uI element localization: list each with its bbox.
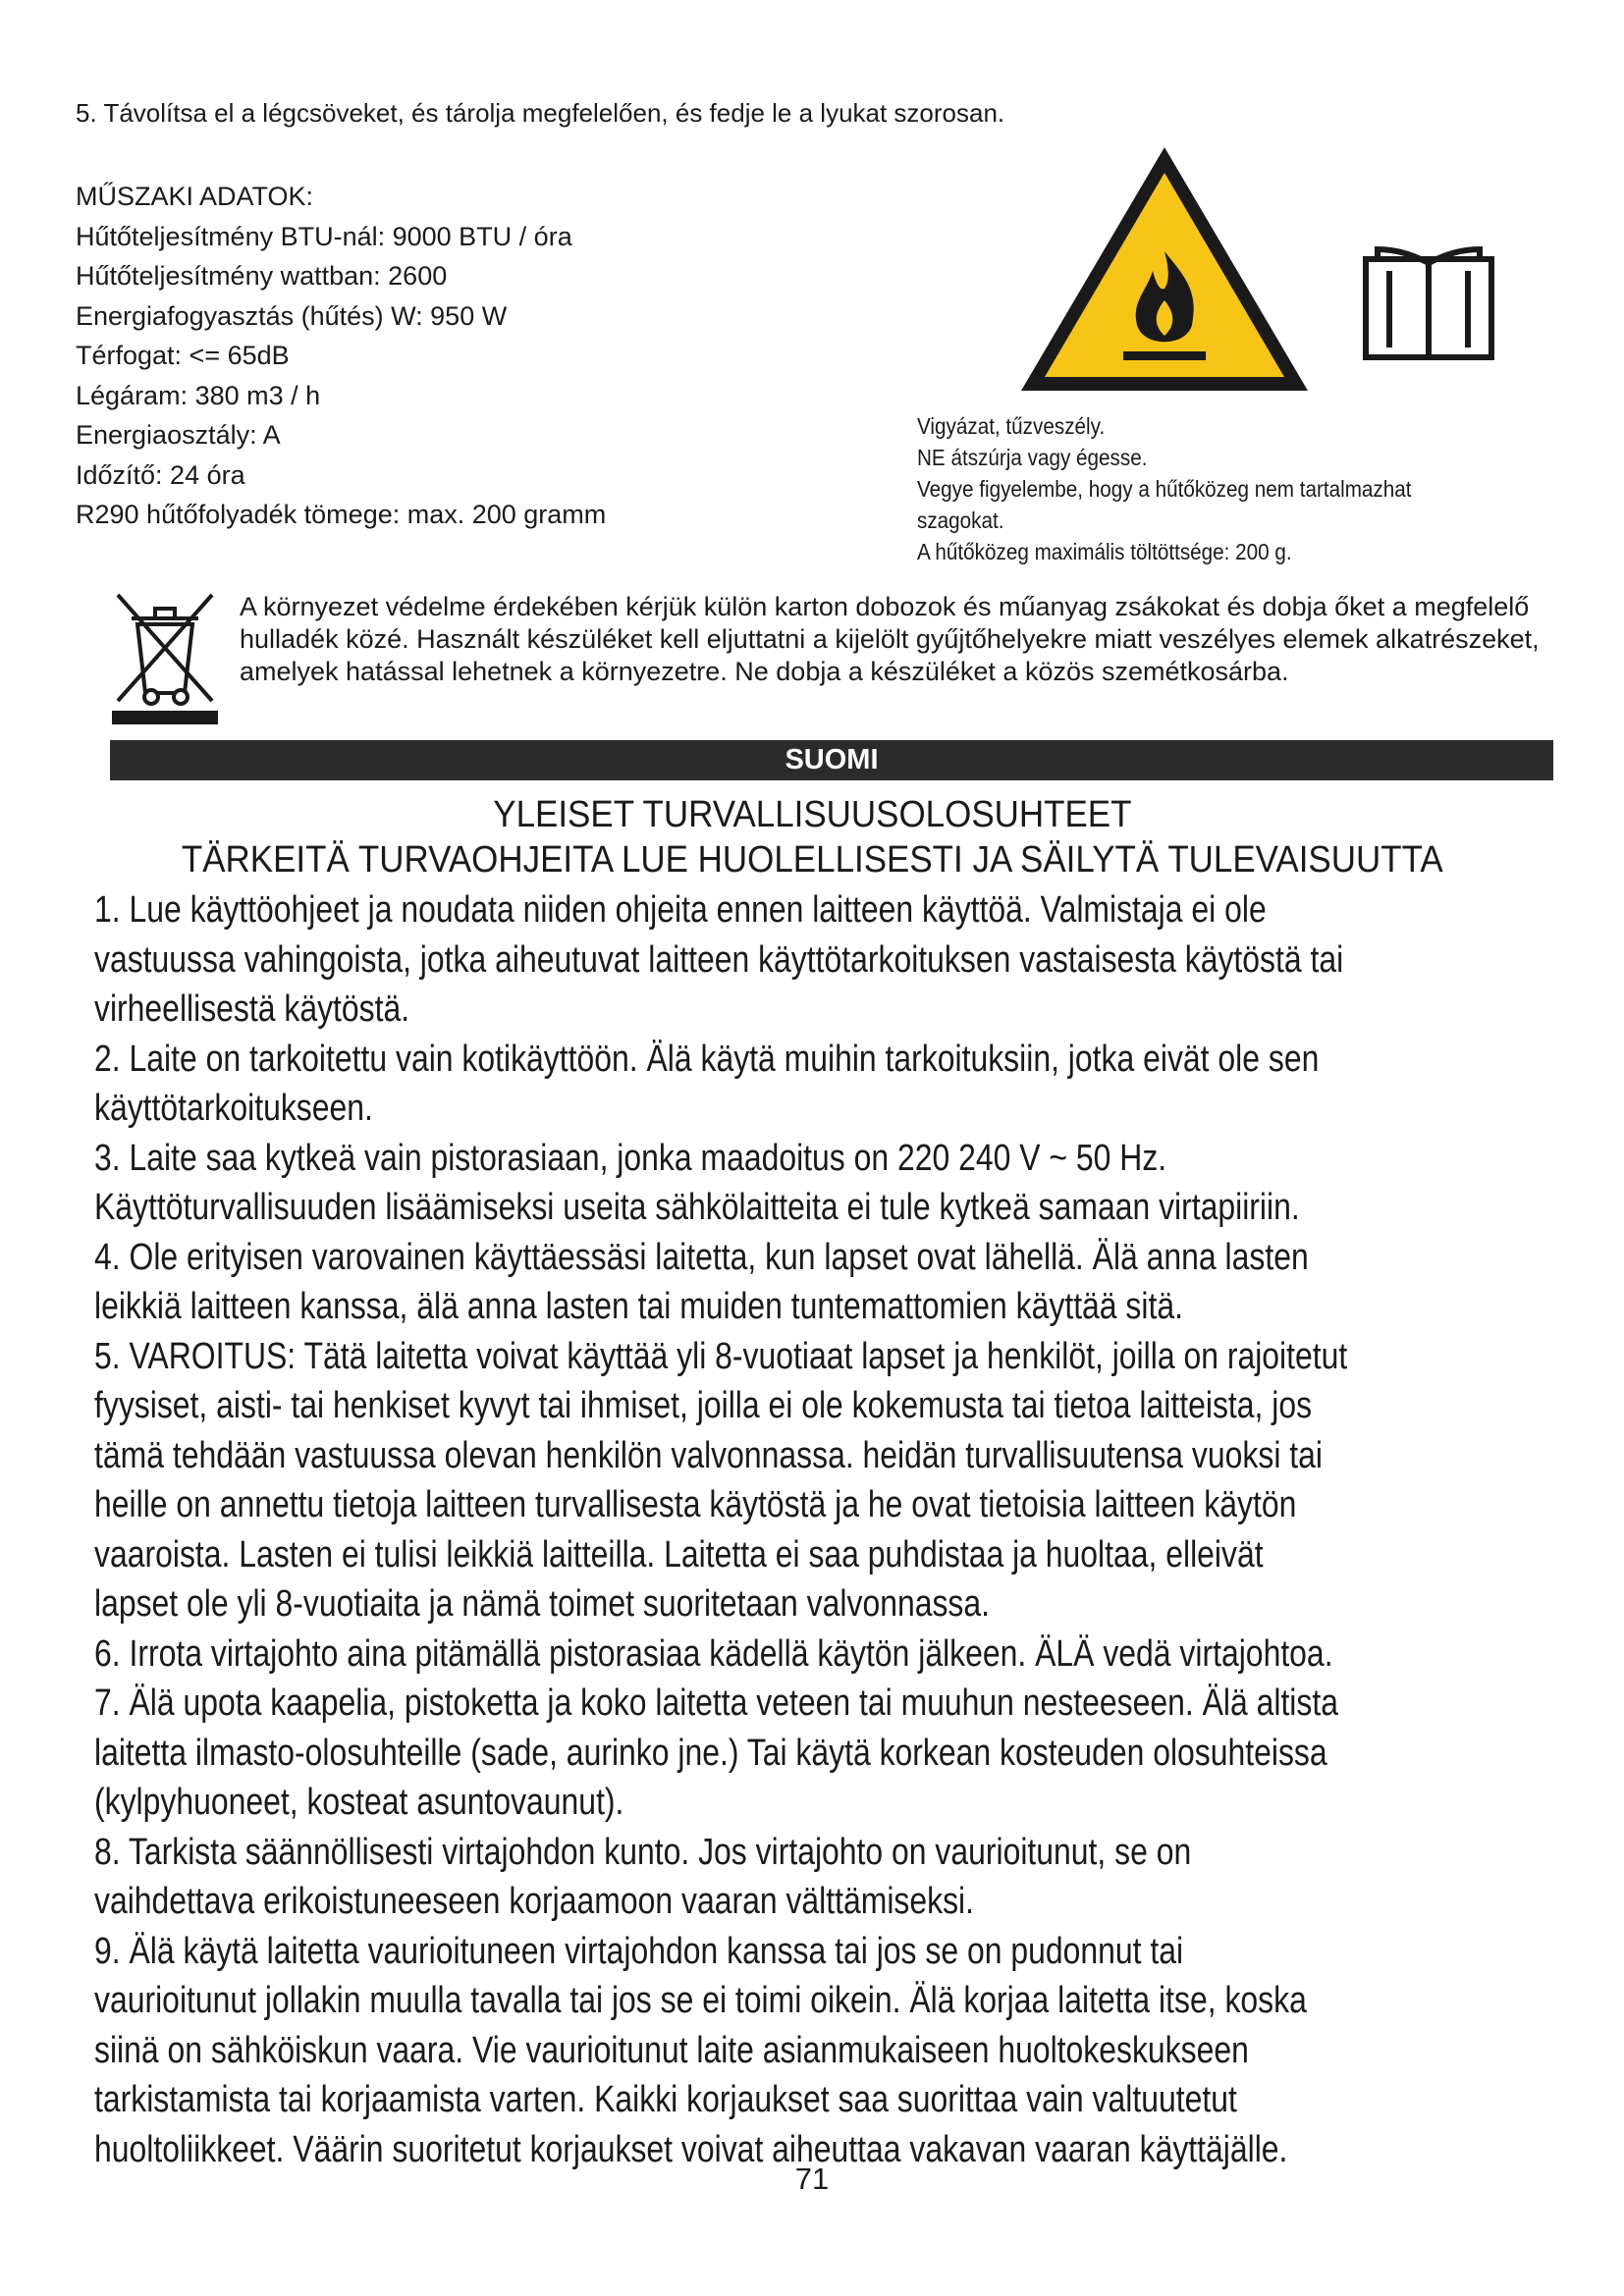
weee-bin-icon bbox=[110, 587, 220, 726]
text-line: huoltoliikkeet. Väärin suoritetut korjaukset voivat aiheuttaa vakavan vaaran käyttäjälle. bbox=[94, 2128, 1288, 2170]
section-heading: YLEISET TURVALLISUUSOLOSUHTEET bbox=[492, 794, 1132, 835]
text-line: vaurioitunut jollakin muulla tavalla tai jos se ei toimi oikein. Älä korjaa laitetta itse, koska bbox=[94, 1980, 1307, 2021]
technical-specs bbox=[76, 177, 684, 535]
section-bar: SUOMI bbox=[110, 740, 1553, 780]
text-line: vaihdettava erikoistuneeseen korjaamoon vaaran välttämiseksi. bbox=[94, 1881, 975, 1922]
fire-warning-text bbox=[917, 410, 1545, 567]
text-line: heille on annettu tietoja laitteen turvallisesta käytöstä ja he ovat tietoisia laitteen käytön bbox=[94, 1484, 1297, 1525]
text-line: Käyttöturvallisuuden lisäämiseksi useita sähkölaitteita ei tule kytkeä samaan virtapiiriin. bbox=[94, 1187, 1300, 1228]
text-line: virheellisestä käytöstä. bbox=[94, 988, 410, 1030]
text-line: siinä on sähköiskun vaara. Vie vaurioitunut laite asianmukaiseen huoltokeskukseen bbox=[94, 2029, 1249, 2071]
text-line: 5. VAROITUS: Tätä laitetta voivat käyttää yli 8-vuotiaat lapset ja henkilöt, joilla on rajoitetut bbox=[94, 1335, 1348, 1377]
section-subheading: TÄRKEITÄ TURVAOHJEITA LUE HUOLELLISESTI JA SÄILYTÄ TULEVAISUUTTA bbox=[181, 839, 1443, 881]
warning-line: A hűtőközeg maximális töltöttsége: 200 g. bbox=[917, 539, 1292, 564]
safety-instructions bbox=[94, 885, 1624, 2174]
text-line: 1. Lue käyttöohjeet ja noudata niiden ohjeita ennen laitteen käyttöä. Valmistaja ei ole bbox=[94, 889, 1267, 931]
warning-line: Vigyázat, tűzveszély. bbox=[917, 413, 1106, 439]
spec-line: Energiafogyasztás (hűtés) W: 950 W bbox=[76, 300, 508, 331]
spec-line: Térfogat: <= 65dB bbox=[76, 341, 290, 370]
manual-book-icon bbox=[1360, 245, 1497, 363]
spec-line: MŰSZAKI ADATOK: bbox=[76, 182, 314, 211]
text-line: 7. Älä upota kaapelia, pistoketta ja koko laitetta veteen tai muuhun nesteeseen. Älä altista bbox=[94, 1682, 1338, 1724]
spec-line: Időzítő: 24 óra bbox=[76, 459, 245, 490]
text-line: vastuussa vahingoista, jotka aiheutuvat laitteen käyttötarkoituksen vastaisesta käytöstä tai bbox=[94, 938, 1344, 981]
spec-line: Hűtőteljesítmény BTU-nál: 9000 BTU / óra bbox=[76, 221, 572, 251]
text-line: tämä tehdään vastuussa olevan henkilön valvonnassa. heidän turvallisuutensa vuoksi tai bbox=[94, 1434, 1323, 1476]
text-line: käyttötarkoitukseen. bbox=[94, 1088, 373, 1129]
text-line: 4. Ole erityisen varovainen käyttäessäsi laitetta, kun lapset ovat lähellä. Älä anna lasten bbox=[94, 1236, 1309, 1278]
text-line: fyysiset, aisti- tai henkiset kyvyt tai ihmiset, joilla ei ole kokemusta tai tietoa laitteista, jos bbox=[94, 1385, 1313, 1426]
spec-line: Hűtőteljesítmény wattban: 2600 bbox=[76, 261, 448, 291]
spec-line: R290 hűtőfolyadék tömege: max. 200 gramm bbox=[76, 500, 607, 529]
text-line: vaaroista. Lasten ei tulisi leikkiä laitteilla. Laitetta ei saa puhdistaa ja huoltaa, elleivät bbox=[94, 1533, 1264, 1575]
text-line: 2. Laite on tarkoitettu vain kotikäyttöön. Älä käytä muihin tarkoituksiin, jotka eivät ole sen bbox=[94, 1038, 1320, 1080]
warning-line: szagokat. bbox=[917, 507, 1004, 533]
spec-line: Energiaosztály: A bbox=[76, 420, 281, 450]
top-instruction: 5. Távolítsa el a légcsöveket, és tárolja megfelelően, és fedje le a lyukat szorosan. bbox=[76, 98, 1005, 128]
text-line: 9. Älä käytä laitetta vaurioituneen virtajohdon kanssa tai jos se on pudonnut tai bbox=[94, 1930, 1184, 1972]
text-line: 3. Laite saa kytkeä vain pistorasiaan, jonka maadoitus on 220 240 V ~ 50 Hz. bbox=[94, 1137, 1167, 1179]
page-number: 71 bbox=[794, 2162, 830, 2196]
text-line: laitetta ilmasto-olosuhteille (sade, aurinko jne.) Tai käytä korkean kosteuden olosuhteissa bbox=[94, 1732, 1327, 1774]
warning-line: Vegye figyelembe, hogy a hűtőközeg nem tartalmazhat bbox=[917, 476, 1412, 502]
text-line: lapset ole yli 8-vuotiaita ja nämä toimet suoritetaan valvonnassa. bbox=[94, 1583, 991, 1625]
text-line: 6. Irrota virtajohto aina pitämällä pistorasiaa kädellä käytön jälkeen. ÄLÄ vedä virtajohtoa. bbox=[94, 1632, 1333, 1675]
environment-notice: A környezet védelme érdekében kérjük külön karton dobozok és műanyag zsákokat és dobja őket a megfelelő hulladék közé. Használt készüléket kell eljuttatni a kijelölt gyűjtőhelyekre miatt veszélyes elemek alkatrészeket, amelyek hatással lehetnek a környezetre. Ne dobja a készüléket a közös szemétkosárba. bbox=[240, 592, 1540, 686]
text-line: (kylpyhuoneet, kosteat asuntovaunut). bbox=[94, 1782, 624, 1823]
warning-line: NE átszúrja vagy égesse. bbox=[917, 445, 1148, 470]
flammable-warning-icon bbox=[1017, 143, 1312, 397]
text-line: 8. Tarkista säännöllisesti virtajohdon kunto. Jos virtajohto on vaurioitunut, se on bbox=[94, 1831, 1192, 1873]
text-line: tarkistamista tai korjaamista varten. Kaikki korjaukset saa suorittaa vain valtuutetut bbox=[94, 2079, 1237, 2120]
text-line: leikkiä laitteen kanssa, älä anna lasten tai muiden tuntemattomien käyttää sitä. bbox=[94, 1286, 1183, 1327]
spec-line: Légáram: 380 m3 / h bbox=[76, 380, 321, 410]
